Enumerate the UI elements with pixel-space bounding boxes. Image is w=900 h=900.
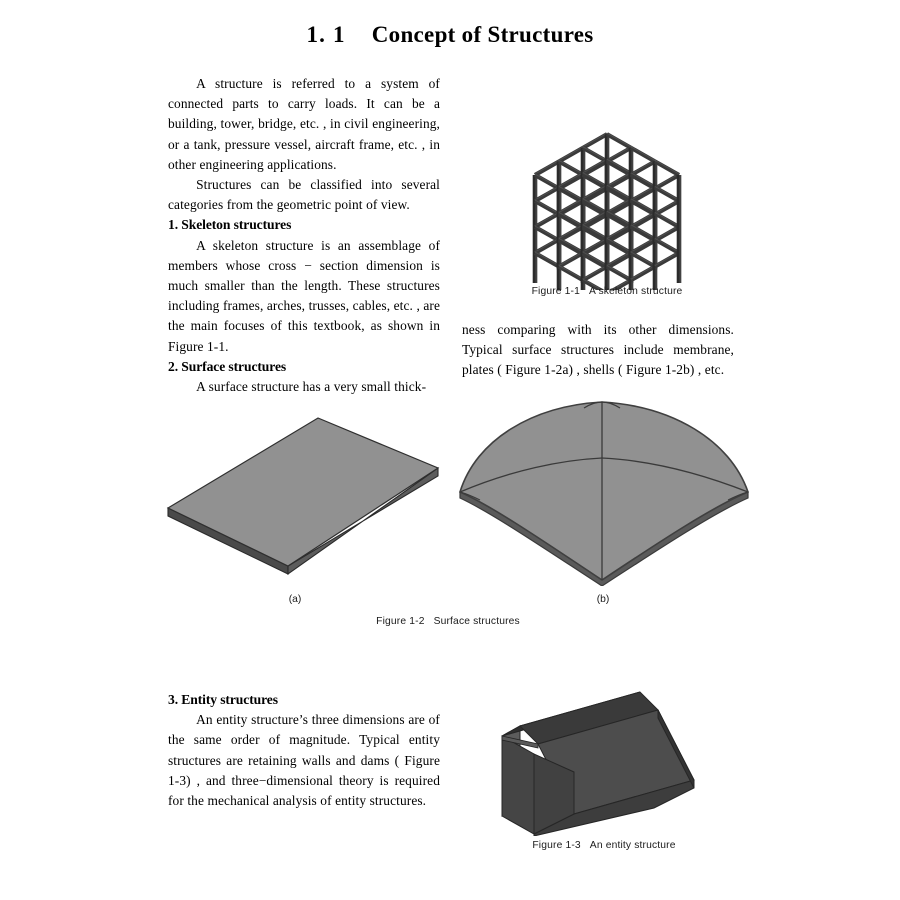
figure-1-caption xyxy=(488,286,726,297)
shell-illustration xyxy=(452,400,758,586)
figure-2b-sublabel: (b) xyxy=(596,594,610,605)
paragraph-skeleton: A skeleton structure is an assemblage of members whose cross − section dimension is much smaller than the length. These structures including frames, arches, trusses, cables, etc. , are the main focuses of this textbook, as shown in Figure 1-1. xyxy=(168,237,440,354)
figure-2a-sublabel: (a) xyxy=(288,594,302,605)
figure-1-title: A skeleton structure xyxy=(589,286,683,297)
figure-entity-structure xyxy=(488,688,720,836)
figure-2-title: Surface structures xyxy=(433,616,520,627)
paragraph-intro: A structure is referred to a system of connected parts to carry loads. It can be a building, tower, bridge, etc. , in civil engineering, or a tank, pressure vessel, aircraft frame, etc. , in other engineering applications. xyxy=(168,76,440,172)
subheading-surface-structures: 2. Surface structures xyxy=(168,358,287,374)
subheading-skeleton-structures: 1. Skeleton structures xyxy=(168,217,292,233)
figure-3-title: An entity structure xyxy=(589,840,676,851)
figure-2-label: Figure 1-2 xyxy=(376,616,425,627)
entity-text-column xyxy=(168,690,440,811)
plate-illustration xyxy=(150,398,456,584)
section-number: 1. 1 xyxy=(306,22,346,47)
skeleton-frame-illustration xyxy=(488,68,726,290)
page-title xyxy=(0,22,900,48)
paragraph-classification: Structures can be classified into several categories from the geometric point of view. xyxy=(168,177,440,213)
left-text-column xyxy=(168,74,440,397)
figure-3-caption xyxy=(488,840,720,851)
figure-skeleton-structure xyxy=(488,68,726,290)
paragraph-surface-continued-left: A surface structure has a very small thick- xyxy=(196,379,427,395)
retaining-wall-illustration xyxy=(488,688,720,836)
figure-shell xyxy=(452,400,758,586)
figure-3-label: Figure 1-3 xyxy=(532,840,581,851)
right-text-column xyxy=(462,320,734,381)
section-title: Concept of Structures xyxy=(371,22,594,47)
figure-plate xyxy=(150,398,456,584)
figure-1-label: Figure 1-1 xyxy=(531,286,580,297)
figure-2-caption xyxy=(298,616,598,627)
paragraph-entity: An entity structure’s three dimensions are of the same order of magnitude. Typical entity structures are retaining walls and dams ( Figure 1-3) , and three−dimensional theory is required for the mechanical analysis of entity structures. xyxy=(168,712,440,809)
subheading-entity-structures: 3. Entity structures xyxy=(168,692,278,707)
paragraph-surface-continued-right: ness comparing with its other dimensions. Typical surface structures include membrane, plates ( Figure 1-2a) , shells ( Figure 1-2b) , etc. xyxy=(462,322,734,378)
